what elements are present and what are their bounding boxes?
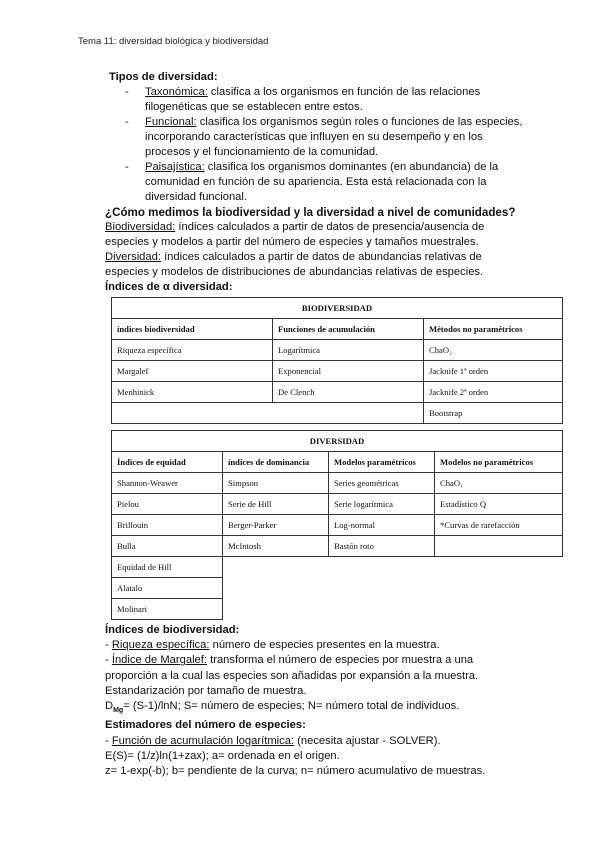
table-cell: Logarítmica [273, 340, 424, 361]
table-cell: Pielou [112, 494, 223, 515]
table-cell: Molinari [112, 599, 223, 620]
table-cell: Bastón roto [329, 536, 435, 557]
table-cell: ChaO₂ [424, 340, 563, 361]
table-header: índices de dominancia [223, 452, 329, 473]
table-cell: Jacknife 2ª orden [424, 382, 563, 403]
table-header: Modelos paramétricos [329, 452, 435, 473]
table-header: Funciones de acumulación [273, 319, 424, 340]
biodiversity-definition [105, 220, 525, 250]
table-cell [112, 403, 424, 424]
table-cell: Alatalo [112, 578, 223, 599]
type-term: Taxonómica: [145, 86, 208, 98]
table-cell: Series geométricas [329, 473, 435, 494]
funcion-line: - Función de acumulación logarítmica: (necesita ajustar - SOLVER). [105, 734, 441, 747]
table-row [112, 340, 563, 361]
types-title: Tipos de diversidad: [109, 71, 218, 83]
table-cell: Serie logarítmica [329, 494, 435, 515]
table-cell: Menhinick [112, 382, 273, 403]
table-row [112, 361, 563, 382]
table-cell: Brillouin [112, 515, 223, 536]
table-row [112, 494, 563, 515]
table-cell: Shannon-Weawer [112, 473, 223, 494]
bio-text: índices calculados a partir de datos de presencia/ausencia de especies y modelos a partir del número de especies y tamaños muestrales. [105, 221, 485, 248]
types-section [105, 70, 525, 295]
riqueza-term: Riqueza específica: [111, 639, 210, 652]
div-text: índices calculados a partir de datos de abundancias relativas de especies y modelos de distribuciones de abundancias relativas de especies. [105, 251, 484, 278]
type-text: clasifica los organismos según roles o funciones de las especies, incorporando características que influyen en su desempeño y en los procesos y el funcionamiento de la comunidad. [145, 116, 523, 158]
formula-d: D [105, 700, 114, 713]
table-header: Índices de equidad [112, 452, 223, 473]
margalef-text: transforma el número de especies por muestra a una proporción a la cual las especies son añadidas por expansión a la muestra. Estandarización por tamaño de muestra. [105, 654, 479, 697]
funcion-text: (necesita ajustar - SOLVER). [294, 734, 441, 747]
indices-section [105, 623, 525, 779]
diversity-definition [105, 250, 525, 280]
table-cell: Exponencial [273, 361, 424, 382]
list-item [105, 85, 525, 115]
margalef-term: Índice de Margalef: [111, 654, 207, 667]
page-header: Tema 11: diversidad biológica y biodiversidad [78, 36, 269, 47]
type-term: Paisajística: [145, 161, 205, 173]
table-row [112, 403, 563, 424]
table-cell: Estadístico Q [435, 494, 563, 515]
formula-sub: Mg [113, 707, 124, 715]
measure-question: ¿Cómo medimos la biodiversidad y la diversidad a nivel de comunidades? [105, 206, 516, 219]
table-header: índices biodiversidad [112, 319, 273, 340]
funcion-term: Función de acumulación logarítmica: [111, 734, 295, 747]
margalef-formula [105, 699, 525, 718]
table-cell: Bootstrap [424, 403, 563, 424]
table-cell: McIntosh [223, 536, 329, 557]
table-cell [435, 536, 563, 557]
table-caption: DIVERSIDAD [112, 431, 563, 452]
table-cell: Berger-Parker [223, 515, 329, 536]
estimators-heading: Estimadores del número de especies: [105, 719, 306, 732]
table-row [112, 473, 563, 494]
list-item [105, 160, 525, 205]
biodiversity-table [111, 297, 563, 424]
table-header: Métodos no paramétricos [424, 319, 563, 340]
equation-2: z= 1-exp(-b); b= pendiente de la curva; n= número acumulativo de muestras. [105, 765, 486, 778]
empty-area [223, 557, 563, 620]
div-term: Diversidad: [105, 251, 161, 263]
types-list [105, 85, 525, 205]
table-caption: BIODIVERSIDAD [112, 298, 563, 319]
table-cell: Jacknife 1ª orden [424, 361, 563, 382]
indices-heading: Índices de biodiversidad: [105, 624, 240, 636]
table-cell: Equidad de Hill [112, 557, 223, 578]
table-row [112, 536, 563, 557]
alpha-heading: Índices de α diversidad: [105, 281, 233, 293]
equation-1: E(S)= (1/z)ln(1+zax); a= ordenada en el origen. [105, 749, 340, 762]
table-cell: ChaO₁ [435, 473, 563, 494]
table-row [112, 557, 563, 578]
bio-term: Biodiversidad: [105, 221, 176, 233]
table-header: Modelos no paramétricos [435, 452, 563, 473]
table-cell: De Clench [273, 382, 424, 403]
table-cell: Bulla [112, 536, 223, 557]
formula-text: = (S-1)/lnN; S= número de especies; N= número total de individuos. [123, 700, 460, 713]
type-text: clasifica a los organismos en función de las relaciones filogenéticas que se establecen entre estos. [145, 86, 481, 113]
margalef-line: - Índice de Margalef: transforma el número de especies por muestra a una proporción a la cual las especies son añadidas por expansión a la muestra. Estandarización por tamaño de muestra. [105, 654, 479, 697]
table-cell: *Curvas de rarefacción [435, 515, 563, 536]
riqueza-text: número de especies presentes en la muestra. [209, 639, 440, 652]
list-item [105, 115, 525, 160]
table-cell: Simpson [223, 473, 329, 494]
table-row [112, 515, 563, 536]
table-cell: Log-normal [329, 515, 435, 536]
type-term: Funcional: [145, 116, 197, 128]
table-row [112, 382, 563, 403]
riqueza-line: - Riqueza específica: número de especies presentes en la muestra. [105, 639, 440, 652]
diversity-table [111, 430, 563, 620]
type-text: clasifica los organismos dominantes (en abundancia) de la comunidad en función de su apariencia. Esta está relacionada con la diversidad funcional. [145, 161, 499, 203]
table-cell: Margalef [112, 361, 273, 382]
table-cell: Riqueza específica [112, 340, 273, 361]
table-cell: Serie de Hill [223, 494, 329, 515]
